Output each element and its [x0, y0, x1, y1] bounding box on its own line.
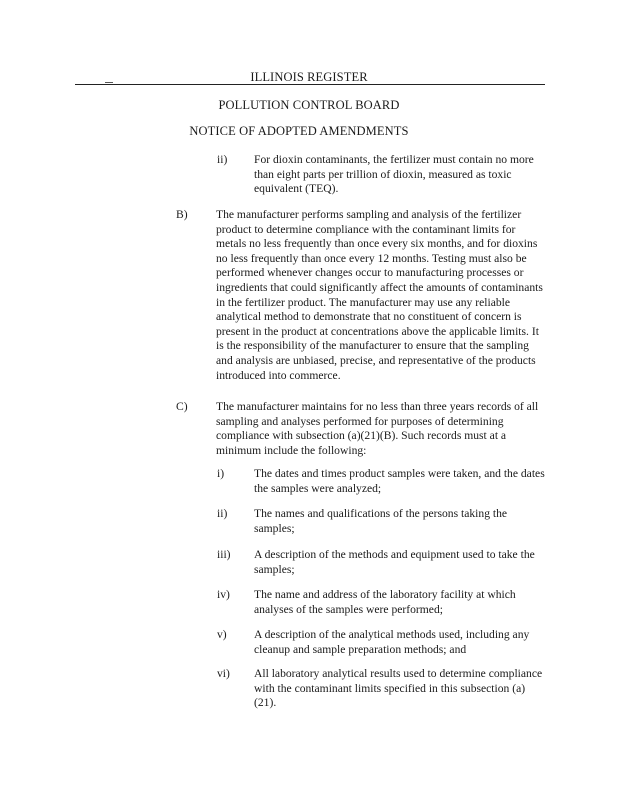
- item-label: C): [176, 400, 188, 413]
- notice-title: NOTICE OF ADOPTED AMENDMENTS: [189, 124, 409, 138]
- subitem-text: All laboratory analytical results used to determine compliance with the contaminant limits specified in this subsection (a)(21).: [254, 667, 543, 710]
- item-label: B): [176, 208, 188, 221]
- subitem-label: i): [217, 467, 225, 480]
- subitem-label: iii): [217, 548, 231, 561]
- subitem-text: A description of the methods and equipment used to take the samples;: [254, 548, 535, 576]
- board-name: POLLUTION CONTROL BOARD: [218, 98, 400, 112]
- item-text: The manufacturer maintains for no less than three years records of all sampling and analyses performed for purposes of determining compliance with subsection (a)(21)(B). Such records must at a minimum include the following:: [216, 400, 539, 457]
- subitem-text: A description of the analytical methods used, including any cleanup and sample preparation methods; and: [254, 628, 530, 656]
- header-rule: [75, 84, 545, 85]
- subitem-label: ii): [217, 507, 228, 520]
- subitem-label: iv): [217, 588, 230, 601]
- item-text: The manufacturer performs sampling and analysis of the fertilizer product to determine compliance with the contaminant limits for metals no less frequently than once every six months, and for dioxins no less frequently than once every 12 months. Testing must also be performed whenever changes occur to manufacturing processes or ingredients that could significantly affect the amounts of contaminants in the fertilizer product. The manufacturer may use any reliable analytical method to demonstrate that no constituent of concern is present in the product at concentrations above the applicable limits. It is the responsibility of the manufacturer to ensure that the sampling and analysis are unbiased, precise, and representative of the products introduced into commerce.: [216, 208, 543, 382]
- subitem-text: The name and address of the laboratory facility at which analyses of the samples were performed;: [254, 588, 516, 616]
- item-label: ii): [217, 153, 228, 166]
- item-text: For dioxin contaminants, the fertilizer must contain no more than eight parts per trillion of dioxin, measured as toxic equivalent (TEQ).: [254, 153, 534, 196]
- subitem-text: The dates and times product samples were taken, and the dates the samples were analyzed;: [254, 467, 545, 495]
- subitem-text: The names and qualifications of the persons taking the samples;: [254, 507, 508, 535]
- subitem-label: v): [217, 628, 227, 641]
- header-rule-mark: [105, 82, 113, 83]
- subitem-label: vi): [217, 667, 230, 680]
- register-title: ILLINOIS REGISTER: [250, 70, 368, 84]
